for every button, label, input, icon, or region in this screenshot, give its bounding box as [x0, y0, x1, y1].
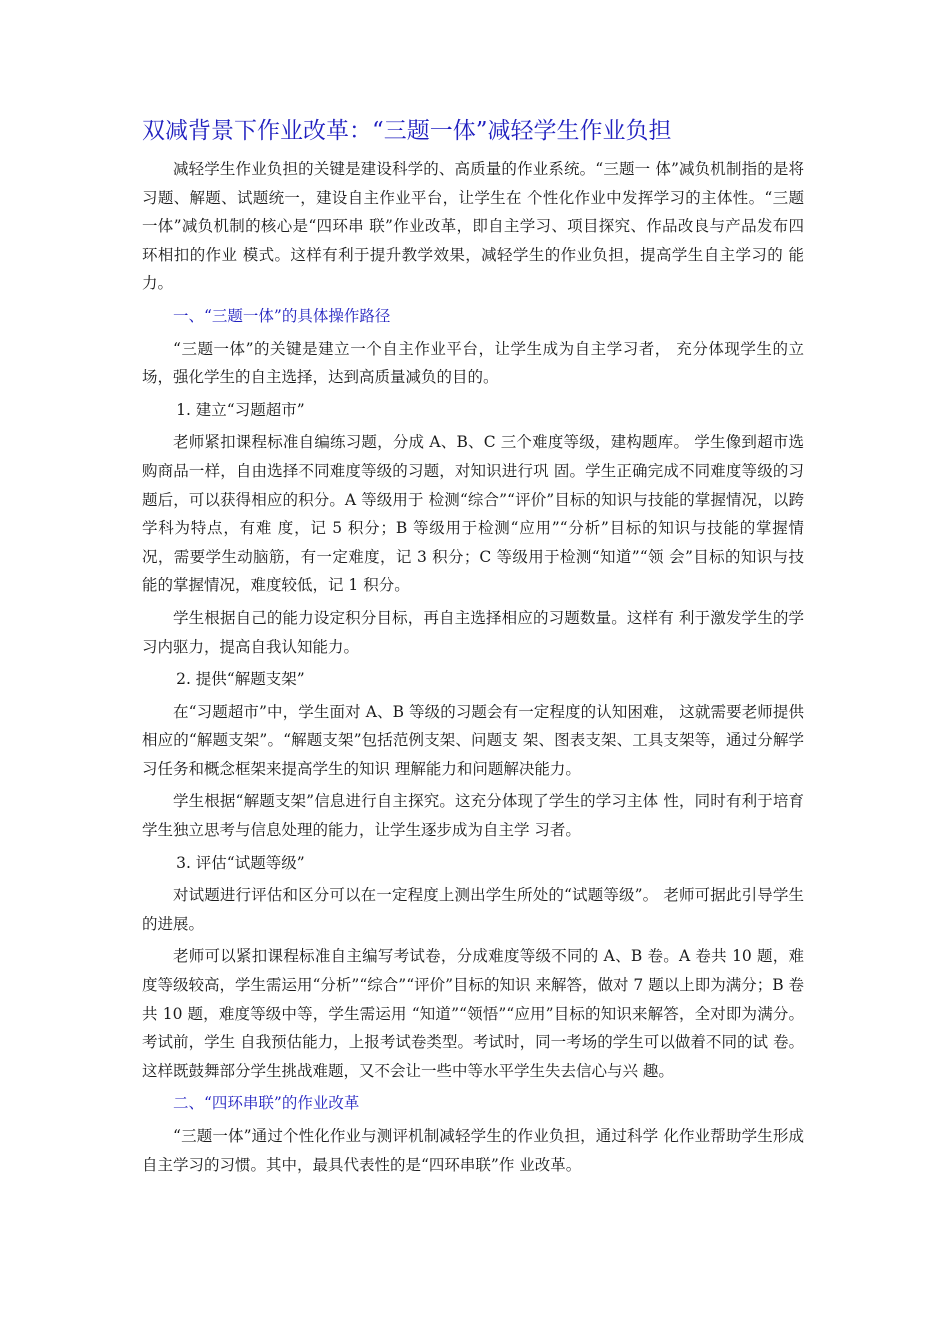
section-heading-2: 二、“四环串联”的作业改革	[173, 1094, 360, 1113]
exercise-supermarket-paragraph: 老师紧扣课程标准自编练习题，分成 A、B、C 三个难度等级，建构题库。 学生像到超市选购商品一样，自由选择不同难度等级的习题，对知识进行巩 固。学生正确完成不同难度等级的习题后，可以获得相应的积分。A 等级用于 检测“综合”“评价”目标的知识与技能的掌握情况，以跨学科为特点，有难 度，记 5 积分；B 等级用于检测“应用”“分析”目标的知识与技能的掌握情 况，需要学生动脑筋，有一定难度，记 3 积分；C 等级用于检测“知道”“领 会”目标的知识与技能的掌握情况，难度较低，记 1 积分。	[142, 433, 804, 595]
exam-paper-paragraph: 老师可以紧扣课程标准自主编写考试卷，分成难度等级不同的 A、B 卷。A 卷共 10 题，难度等级较高，学生需运用“分析”“综合”“评价”目标的知识 来解答，做对 7 题以上即为满分；B 卷共 10 题，难度等级中等，学生需运用 “知道”“领悟”“应用”目标的知识来解答，全对即为满分。考试前，学生 自我预估能力，上报考试卷类型。考试时，同一考场的学生可以做着不同的试 卷。这样既鼓舞部分学生挑战难题，又不会让一些中等水平学生失去信心与兴 趣。	[142, 947, 805, 1080]
test-level-paragraph: 对试题进行评估和区分可以在一定程度上测出学生所处的“试题等级”。 老师可据此引导学生的进展。	[142, 886, 804, 933]
document-page	[142, 112, 804, 1183]
section-2-intro-paragraph: “三题一体”通过个性化作业与测评机制减轻学生的作业负担，通过科学 化作业帮助学生形成自主学习的习惯。其中，最具代表性的是“四环串联”作 业改革。	[142, 1127, 804, 1174]
section-1-intro-paragraph: “三题一体”的关键是建立一个自主作业平台，让学生成为自主学习者， 充分体现学生的立场，强化学生的自主选择，达到高质量减负的目的。	[142, 339, 804, 387]
subsection-heading-2: 2. 提供“解题支架”	[176, 670, 305, 689]
scaffold-paragraph: 在“习题超市”中，学生面对 A、B 等级的习题会有一定程度的认知困难， 这就需要老师提供相应的“解题支架”。“解题支架”包括范例支架、问题支 架、图表支架、工具支架等，通过分解学习任务和概念框架来提高学生的知识 理解能力和问题解决能力。	[142, 702, 804, 778]
section-heading-1: 一、“三题一体”的具体操作路径	[173, 306, 391, 325]
points-goal-paragraph: 学生根据自己的能力设定积分目标，再自主选择相应的习题数量。这样有 利于激发学生的学习内驱力，提高自我认知能力。	[142, 608, 804, 656]
subsection-heading-3: 3. 评估“试题等级”	[176, 853, 305, 872]
self-inquiry-paragraph: 学生根据“解题支架”信息进行自主探究。这充分体现了学生的学习主体 性，同时有利于培育学生独立思考与信息处理的能力，让学生逐步成为自主学 习者。	[142, 792, 804, 840]
intro-paragraph: 减轻学生作业负担的关键是建设科学的、高质量的作业系统。“三题一 体”减负机制指的是将习题、解题、试题统一，建设自主作业平台，让学生在 个性化作业中发挥学习的主体性。“三题一体”减负机制的核心是“四环串 联”作业改革，即自主学习、项目探究、作品改良与产品发布四环相扣的作业 模式。这样有利于提升教学效果，减轻学生的作业负担，提高学生自主学习的 能力。	[142, 160, 804, 293]
subsection-heading-1: 1. 建立“习题超市”	[176, 400, 305, 419]
document-title: 双减背景下作业改革：“三题一体”减轻学生作业负担	[142, 118, 672, 144]
